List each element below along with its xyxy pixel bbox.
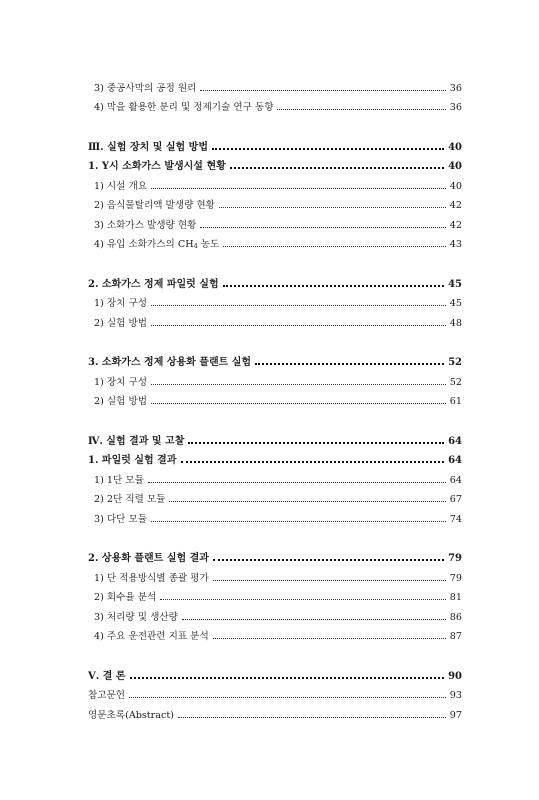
toc-entry-page-number: 74 <box>449 513 462 525</box>
toc-entry[interactable] <box>88 623 462 643</box>
table-of-contents <box>88 74 462 721</box>
dot-leader <box>219 207 446 208</box>
toc-entry-page-number: 43 <box>449 239 462 250</box>
toc-entry-page-number: 40 <box>448 161 462 172</box>
dot-leader <box>151 325 446 326</box>
dot-leader <box>130 677 445 679</box>
toc-entry-title: Ⅳ. 실험 결과 및 고찰 <box>88 435 185 447</box>
toc-entry-page-number: 79 <box>449 572 462 584</box>
dot-leader <box>255 363 444 365</box>
toc-entry[interactable] <box>88 290 462 310</box>
dot-leader <box>182 619 446 620</box>
toc-entry-page-number: 52 <box>449 376 462 388</box>
toc-entry-title: 2. 상용화 플랜트 실험 결과 <box>88 553 209 564</box>
dot-leader <box>160 599 445 600</box>
dot-leader <box>223 285 444 287</box>
toc-entry-title: 1) 시설 개요 <box>94 180 148 192</box>
toc-entry-title: 1) 장치 구성 <box>94 376 148 388</box>
toc-entry-page-number: 45 <box>449 298 462 309</box>
dot-leader <box>169 501 445 502</box>
dot-leader <box>213 559 444 561</box>
toc-entry[interactable] <box>88 231 462 251</box>
toc-entry-page-number: 45 <box>448 278 462 290</box>
toc-entry-title: 1) 장치 구성 <box>94 298 148 309</box>
toc-entry-title: 1) 단 적용방식별 종괄 평가 <box>94 572 209 584</box>
toc-entry-page-number: 40 <box>449 180 462 192</box>
toc-entry-title: 3) 소화가스 발생량 현황 <box>94 219 197 231</box>
dot-leader <box>213 580 446 581</box>
toc-entry[interactable] <box>88 603 462 623</box>
dot-leader <box>200 227 445 228</box>
toc-entry[interactable] <box>88 94 462 114</box>
toc-entry[interactable] <box>88 192 462 212</box>
toc-entry-page-number: 61 <box>449 396 462 407</box>
toc-entry[interactable] <box>88 701 462 721</box>
toc-entry[interactable] <box>88 564 462 584</box>
toc-entry-page-number: 42 <box>449 219 462 231</box>
toc-entry-title: 2. 소화가스 정제 파일럿 실험 <box>88 278 219 290</box>
toc-entry-page-number: 86 <box>449 611 462 623</box>
toc-entry-page-number: 36 <box>449 82 462 94</box>
toc-entry[interactable] <box>88 388 462 408</box>
dot-leader <box>151 521 446 522</box>
toc-entry[interactable] <box>88 349 462 369</box>
toc-entry[interactable] <box>88 447 462 467</box>
toc-entry[interactable] <box>88 133 462 153</box>
toc-entry[interactable] <box>88 368 462 388</box>
toc-entry-title: Ⅴ. 결 론 <box>88 670 126 682</box>
dot-leader <box>151 384 446 385</box>
toc-entry-page-number: 93 <box>449 690 462 701</box>
toc-entry[interactable] <box>88 153 462 173</box>
toc-entry[interactable] <box>88 505 462 525</box>
toc-entry-title: 3) 처리량 및 생산량 <box>94 611 178 623</box>
toc-entry-title: 2) 2단 직렬 모듈 <box>94 494 166 505</box>
toc-entry[interactable] <box>88 682 462 702</box>
toc-entry-title: Ⅲ. 실험 장치 및 실험 방법 <box>88 141 209 153</box>
dot-leader <box>223 246 445 247</box>
toc-entry-title: 2) 실험 방법 <box>94 317 148 329</box>
toc-entry[interactable] <box>88 584 462 604</box>
toc-entry-title: 4) 주요 운전관련 지표 분석 <box>94 631 209 642</box>
toc-entry-page-number: 97 <box>449 709 462 721</box>
toc-entry[interactable] <box>88 662 462 682</box>
toc-entry-title: 2) 음식물탈리액 발생량 현황 <box>94 200 215 211</box>
toc-entry-page-number: 36 <box>449 102 462 113</box>
dot-leader <box>129 697 446 698</box>
toc-entry[interactable] <box>88 172 462 192</box>
toc-entry[interactable] <box>88 74 462 94</box>
toc-entry-title: 3. 소화가스 정제 상용화 플랜트 실험 <box>88 357 252 368</box>
dot-leader <box>230 167 444 169</box>
toc-entry-page-number: 90 <box>448 670 462 682</box>
toc-entry-title: 1. Y시 소화가스 발생시설 현황 <box>88 161 226 172</box>
dot-leader <box>200 90 445 91</box>
toc-entry[interactable] <box>88 466 462 486</box>
toc-entry[interactable] <box>88 545 462 565</box>
toc-entry-page-number: 52 <box>448 357 462 368</box>
toc-entry-page-number: 67 <box>449 494 462 505</box>
toc-entry[interactable] <box>88 211 462 231</box>
dot-leader <box>151 403 446 404</box>
toc-entry-page-number: 42 <box>449 200 462 211</box>
toc-entry-page-number: 79 <box>448 553 462 564</box>
toc-entry-title: 3) 중공사막의 공정 원리 <box>94 82 197 94</box>
dot-leader <box>181 461 445 463</box>
toc-entry-title: 3) 다단 모듈 <box>94 513 148 525</box>
toc-entry-title: 1. 파일럿 실험 결과 <box>88 455 177 466</box>
toc-entry-title: 2) 실험 방법 <box>94 396 148 407</box>
toc-entry-page-number: 64 <box>448 455 462 466</box>
toc-entry-title: 1) 1단 모듈 <box>94 474 144 486</box>
toc-entry-title: 영문초록(Abstract) <box>88 709 174 721</box>
toc-entry-title: 2) 회수율 분석 <box>94 592 157 603</box>
toc-entry-title: 4) 유입 소화가스의 $CH_4$ 농도 <box>94 239 220 250</box>
dot-leader <box>151 305 446 306</box>
dot-leader <box>188 442 444 444</box>
toc-entry-page-number: 48 <box>449 317 462 329</box>
toc-entry-page-number: 40 <box>448 141 462 153</box>
toc-entry-page-number: 81 <box>449 592 462 603</box>
toc-entry-page-number: 64 <box>448 435 462 447</box>
toc-entry-page-number: 87 <box>449 631 462 642</box>
dot-leader <box>213 638 446 639</box>
dot-leader <box>148 482 446 483</box>
toc-entry[interactable] <box>88 427 462 447</box>
toc-entry[interactable] <box>88 309 462 329</box>
dot-leader <box>277 109 445 110</box>
dot-leader <box>212 148 444 150</box>
dot-leader <box>151 188 446 189</box>
toc-entry-page-number: 64 <box>449 474 462 486</box>
toc-entry[interactable] <box>88 270 462 290</box>
toc-entry[interactable] <box>88 486 462 506</box>
toc-entry-title: 4) 막을 활용한 분리 및 정제기술 연구 동향 <box>94 102 274 113</box>
dot-leader <box>178 717 446 718</box>
toc-entry-title: 참고문헌 <box>88 690 126 701</box>
